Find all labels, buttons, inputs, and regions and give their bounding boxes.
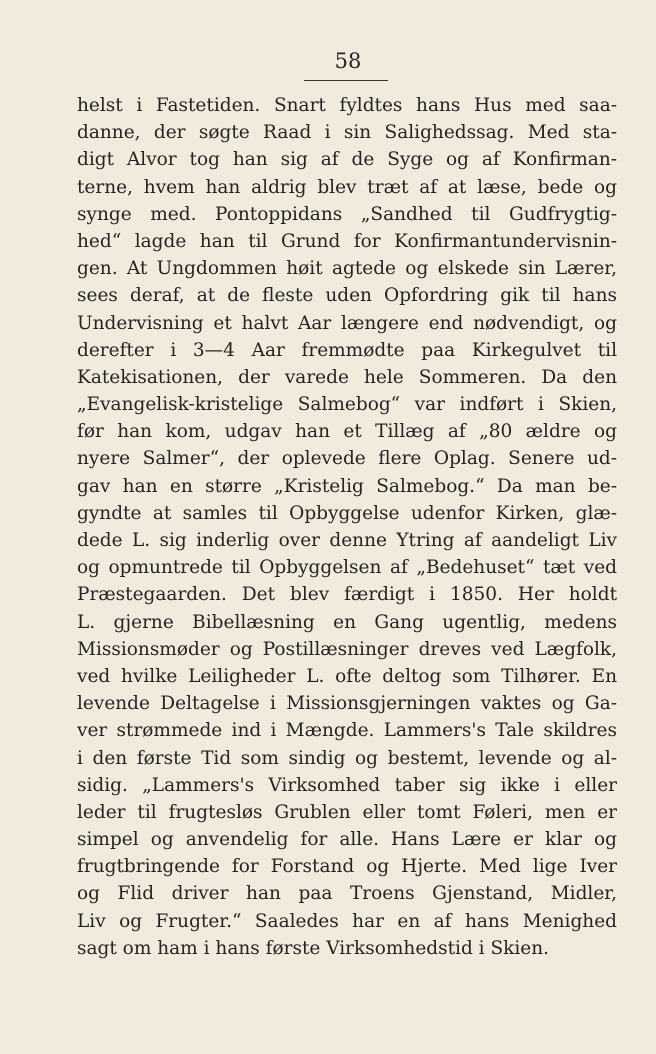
text-line: gyndte at samles til Opbyggelse udenfor Kirken, glæ- [77, 502, 617, 524]
text-line: sagt om ham i hans første Virksomhedstid i Skien. [77, 937, 550, 959]
text-line: Præstegaarden. Det blev færdigt i 1850. Her holdt [77, 584, 617, 606]
text-line: levende Deltagelse i Missionsgjerningen vaktes og Ga- [77, 693, 617, 715]
text-line: danne, der søgte Raad i sin Salighedssag. Med sta- [77, 122, 617, 144]
text-line: leder til frugtesløs Grublen eller tomt Føleri, men er [77, 801, 617, 823]
text-line: sees deraf, at de fleste uden Opfordring gik til hans [77, 285, 617, 307]
text-line: L. gjerne Bibellæsning en Gang ugentlig, medens [77, 611, 617, 633]
text-line: Katekisationen, der varede hele Sommeren. Da den [77, 366, 617, 388]
text-line: og opmuntrede til Opbyggelsen af „Bedehuset“ tæt ved [77, 557, 617, 579]
body-text [77, 92, 617, 962]
page-number-rule [304, 80, 388, 81]
text-line: ved hvilke Leiligheder L. ofte deltog som Tilhører. En [77, 665, 617, 687]
text-line: simpel og anvendelig for alle. Hans Lære er klar og [77, 829, 617, 851]
text-line: Missionsmøder og Postillæsninger dreves ved Lægfolk, [77, 638, 617, 660]
text-line: frugtbringende for Forstand og Hjerte. Med lige Iver [77, 856, 617, 878]
text-line: gen. At Ungdommen høit agtede og elskede sin Lærer, [77, 258, 617, 280]
page-number: 58 [334, 49, 362, 73]
text-line: Liv og Frugter.“ Saaledes har en af hans Menighed [77, 910, 617, 932]
text-line: terne, hvem han aldrig blev træt af at læse, bede og [77, 176, 617, 198]
text-line: dede L. sig inderlig over denne Ytring af aandeligt Liv [77, 530, 617, 551]
text-line: sidig. „Lammers's Virksomhed taber sig ikke i eller [77, 774, 617, 796]
text-line: „Evangelisk-kristelige Salmebog“ var indført i Skien, [77, 394, 617, 416]
text-line: derefter i 3—4 Aar fremmødte paa Kirkegulvet til [77, 339, 617, 361]
text-line: synge med. Pontoppidans „Sandhed til Gudfrygtig- [77, 203, 617, 225]
text-line: og Flid driver han paa Troens Gjenstand, Midler, [77, 883, 617, 905]
text-line: nyere Salmer“, der oplevede flere Oplag. Senere ud- [77, 448, 617, 470]
text-line: før han kom, udgav han et Tillæg af „80 ældre og [77, 421, 617, 443]
text-line: hed“ lagde han til Grund for Konfirmantundervisnin- [77, 230, 617, 252]
text-line: Undervisning et halvt Aar længere end nødvendigt, og [77, 312, 617, 334]
text-line: helst i Fastetiden. Snart fyldtes hans Hus med saa- [77, 95, 617, 116]
text-line: gav han en større „Kristelig Salmebog.“ Da man be- [77, 475, 617, 497]
text-line: ver strømmede ind i Mængde. Lammers's Tale skildres [77, 720, 617, 742]
text-line: i den første Tid som sindig og bestemt, levende og al- [77, 747, 617, 769]
text-line: digt Alvor tog han sig af de Syge og af Konfirman- [77, 149, 617, 171]
